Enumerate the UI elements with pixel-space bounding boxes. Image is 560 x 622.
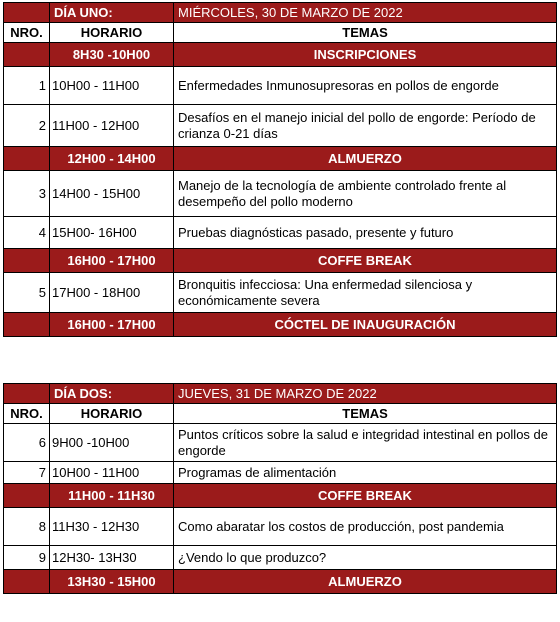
session-number: 8 (4, 508, 50, 546)
session-row (4, 171, 557, 217)
break-label: COFFE BREAK (174, 249, 557, 273)
break-time: 16H00 - 17H00 (50, 249, 174, 273)
break-label: CÓCTEL DE INAUGURACIÓN (174, 313, 557, 337)
break-number-cell (4, 313, 50, 337)
session-time: 12H30- 13H30 (50, 546, 174, 570)
session-topic: Manejo de la tecnología de ambiente controlado frente al desempeño del pollo moderno (174, 171, 557, 217)
break-row (4, 313, 557, 337)
break-number-cell (4, 484, 50, 508)
column-header-topic: TEMAS (174, 23, 557, 43)
break-label: COFFE BREAK (174, 484, 557, 508)
session-row (4, 424, 557, 462)
column-header-time: HORARIO (50, 23, 174, 43)
break-label: ALMUERZO (174, 570, 557, 594)
session-number: 4 (4, 217, 50, 249)
session-topic: Pruebas diagnósticas pasado, presente y futuro (174, 217, 557, 249)
day-label: DÍA DOS: (50, 384, 174, 404)
break-number-cell (4, 249, 50, 273)
session-number: 2 (4, 105, 50, 147)
column-header-topic: TEMAS (174, 404, 557, 424)
day-header-row (4, 384, 557, 404)
break-number-cell (4, 43, 50, 67)
day-date: JUEVES, 31 DE MARZO DE 2022 (174, 384, 557, 404)
session-row (4, 217, 557, 249)
session-time: 11H30 - 12H30 (50, 508, 174, 546)
break-label: ALMUERZO (174, 147, 557, 171)
session-row (4, 67, 557, 105)
day-header-blank (4, 3, 50, 23)
column-header-row (4, 23, 557, 43)
session-row (4, 273, 557, 313)
session-row (4, 546, 557, 570)
session-number: 6 (4, 424, 50, 462)
session-number: 9 (4, 546, 50, 570)
session-time: 14H00 - 15H00 (50, 171, 174, 217)
session-time: 11H00 - 12H00 (50, 105, 174, 147)
session-topic: Desafíos en el manejo inicial del pollo de engorde: Período de crianza 0-21 días (174, 105, 557, 147)
session-topic: ¿Vendo lo que produzco? (174, 546, 557, 570)
day-one-schedule-table (3, 2, 557, 337)
session-number: 5 (4, 273, 50, 313)
session-number: 1 (4, 67, 50, 105)
session-row (4, 508, 557, 546)
day-two-schedule-table (3, 383, 557, 594)
session-topic: Como abaratar los costos de producción, post pandemia (174, 508, 557, 546)
session-time: 10H00 - 11H00 (50, 67, 174, 105)
session-time: 10H00 - 11H00 (50, 462, 174, 484)
day-header-row (4, 3, 557, 23)
break-row (4, 249, 557, 273)
column-header-number: NRO. (4, 404, 50, 424)
session-row (4, 462, 557, 484)
session-topic: Programas de alimentación (174, 462, 557, 484)
session-topic: Puntos críticos sobre la salud e integridad intestinal en pollos de engorde (174, 424, 557, 462)
session-time: 15H00- 16H00 (50, 217, 174, 249)
day-header-blank (4, 384, 50, 404)
break-number-cell (4, 570, 50, 594)
break-row (4, 147, 557, 171)
break-time: 12H00 - 14H00 (50, 147, 174, 171)
column-header-time: HORARIO (50, 404, 174, 424)
session-time: 9H00 -10H00 (50, 424, 174, 462)
column-header-number: NRO. (4, 23, 50, 43)
column-header-row (4, 404, 557, 424)
break-time: 8H30 -10H00 (50, 43, 174, 67)
break-row (4, 570, 557, 594)
session-number: 7 (4, 462, 50, 484)
session-time: 17H00 - 18H00 (50, 273, 174, 313)
break-time: 11H00 - 11H30 (50, 484, 174, 508)
break-label: INSCRIPCIONES (174, 43, 557, 67)
break-row (4, 43, 557, 67)
session-topic: Bronquitis infecciosa: Una enfermedad silenciosa y económicamente severa (174, 273, 557, 313)
break-number-cell (4, 147, 50, 171)
session-row (4, 105, 557, 147)
break-row (4, 484, 557, 508)
day-label: DÍA UNO: (50, 3, 174, 23)
break-time: 16H00 - 17H00 (50, 313, 174, 337)
session-number: 3 (4, 171, 50, 217)
day-date: MIÉRCOLES, 30 DE MARZO DE 2022 (174, 3, 557, 23)
break-time: 13H30 - 15H00 (50, 570, 174, 594)
session-topic: Enfermedades Inmunosupresoras en pollos de engorde (174, 67, 557, 105)
